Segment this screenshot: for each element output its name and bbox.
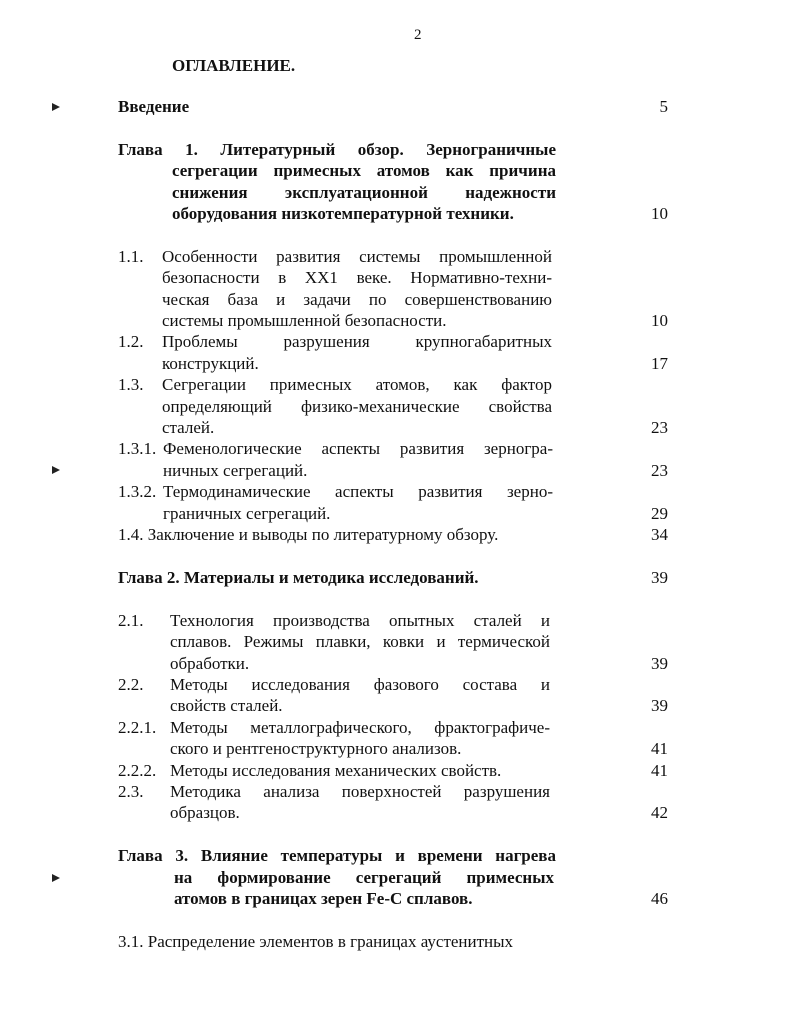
section-number: 2.2. <box>118 674 144 694</box>
page-ref: 42 <box>651 803 668 823</box>
entry-title-line: Методы металлографического, фрактографиче- <box>170 717 550 737</box>
toc-section-entry <box>118 374 668 438</box>
entry-title-line: 3.1. Распределение элементов в границах аустенитных <box>118 931 514 951</box>
page-ref: 41 <box>651 739 668 759</box>
toc-chapter-entry <box>118 845 668 909</box>
toc-section-entry <box>118 481 668 524</box>
entry-title-line: Особенности развития системы промышленной <box>162 246 552 266</box>
page-ref: 39 <box>651 567 668 587</box>
toc-section-entry <box>118 760 668 781</box>
page-ref: 39 <box>651 653 668 673</box>
page-ref: 10 <box>651 311 668 331</box>
entry-title-line: Сегрегации примесных атомов, как фактор <box>162 375 552 395</box>
toc-section-entry <box>118 438 668 481</box>
entry-title-line: сталей. <box>162 418 215 438</box>
page-ref: 10 <box>651 204 668 224</box>
section-number: 2.2.1. <box>118 717 157 737</box>
page-ref: 34 <box>651 525 668 545</box>
entry-title-line: ского и рентгеноструктурного анализов. <box>170 739 462 759</box>
entry-title-line: граничных сегрегаций. <box>163 503 331 523</box>
entry-title-line: Проблемы разрушения крупногабаритных <box>162 332 552 352</box>
page-ref: 17 <box>651 353 668 373</box>
entry-title-line: 1.4. Заключение и выводы по литературному обзору. <box>118 525 499 545</box>
entry-title-line: Методика анализа поверхностей разрушения <box>170 781 550 801</box>
section-number: 1.3.2. <box>118 482 157 502</box>
entry-title-line: Глава 3. Влияние температуры и времени нагрева <box>118 846 556 866</box>
section-number: 2.1. <box>118 610 144 630</box>
toc-chapter-entry <box>118 96 668 117</box>
scan-arrow-mark-icon <box>52 874 60 882</box>
entry-title-line: образцов. <box>170 803 240 823</box>
toc-chapter-entry <box>118 567 668 588</box>
entry-title-line: Термодинамические аспекты развития зерно- <box>163 482 553 502</box>
entry-title-line: атомов в границах зерен Fe-C сплавов. <box>174 888 473 908</box>
section-number: 1.3. <box>118 375 144 395</box>
entry-title-line: сплавов. Режимы плавки, ковки и термической <box>170 632 550 652</box>
entry-title-line: конструкций. <box>162 353 259 373</box>
toc-section-entry <box>118 331 668 374</box>
entry-title-line: обработки. <box>170 653 250 673</box>
toc-section-entry <box>118 610 668 674</box>
entry-title-line: Технология производства опытных сталей и <box>170 610 550 630</box>
page-ref: 23 <box>651 460 668 480</box>
page-number: 2 <box>414 27 422 43</box>
toc-section-entry <box>118 781 668 824</box>
section-number: 1.3.1. <box>118 439 157 459</box>
entry-title-line: определяющий физико-механические свойства <box>162 396 552 416</box>
entry-title-line: безопасности в XX1 веке. Нормативно-техни- <box>162 268 552 288</box>
section-number: 1.2. <box>118 332 144 352</box>
section-number: 2.3. <box>118 781 144 801</box>
section-number: 2.2.2. <box>118 760 157 780</box>
page-ref: 41 <box>651 760 668 780</box>
entry-title-line: Глава 1. Литературный обзор. Зернограничные <box>118 139 556 159</box>
entry-title-line: свойств сталей. <box>170 696 283 716</box>
scan-arrow-mark-icon <box>52 466 60 474</box>
entry-title-line: снижения эксплуатационной надежности <box>172 182 556 202</box>
page-ref: 46 <box>651 888 668 908</box>
toc-section-entry <box>118 717 668 760</box>
page-ref: 39 <box>651 696 668 716</box>
page-ref: 29 <box>651 503 668 523</box>
section-number: 1.1. <box>118 246 144 266</box>
entry-title-line: сегрегации примесных атомов как причина <box>172 161 556 181</box>
toc-section-entry <box>118 246 668 332</box>
entry-title-line: ческая база и задачи по совершенствованию <box>162 289 552 309</box>
toc-section-entry <box>118 674 668 717</box>
entry-title-line: оборудования низкотемпературной техники. <box>172 204 514 224</box>
entry-title-line: Глава 2. Материалы и методика исследований. <box>118 567 479 587</box>
toc-chapter-entry <box>118 139 668 225</box>
toc-heading: ОГЛАВЛЕНИЕ. <box>172 56 296 75</box>
page-ref: 23 <box>651 418 668 438</box>
entry-title-line: системы промышленной безопасности. <box>162 311 447 331</box>
toc-section-entry <box>118 931 668 952</box>
page-ref: 5 <box>659 97 668 116</box>
table-of-contents <box>118 96 668 952</box>
entry-title-line: Введение <box>118 97 190 116</box>
entry-title-line: Методы исследования фазового состава и <box>170 674 550 694</box>
toc-section-entry <box>118 524 668 545</box>
scan-arrow-mark-icon <box>52 103 60 111</box>
entry-title-line: Феменологические аспекты развития зерногра- <box>163 439 553 459</box>
entry-title-line: Методы исследования механических свойств. <box>170 760 502 780</box>
entry-title-line: ничных сегрегаций. <box>163 460 308 480</box>
entry-title-line: на формирование сегрегаций примесных <box>174 867 554 887</box>
